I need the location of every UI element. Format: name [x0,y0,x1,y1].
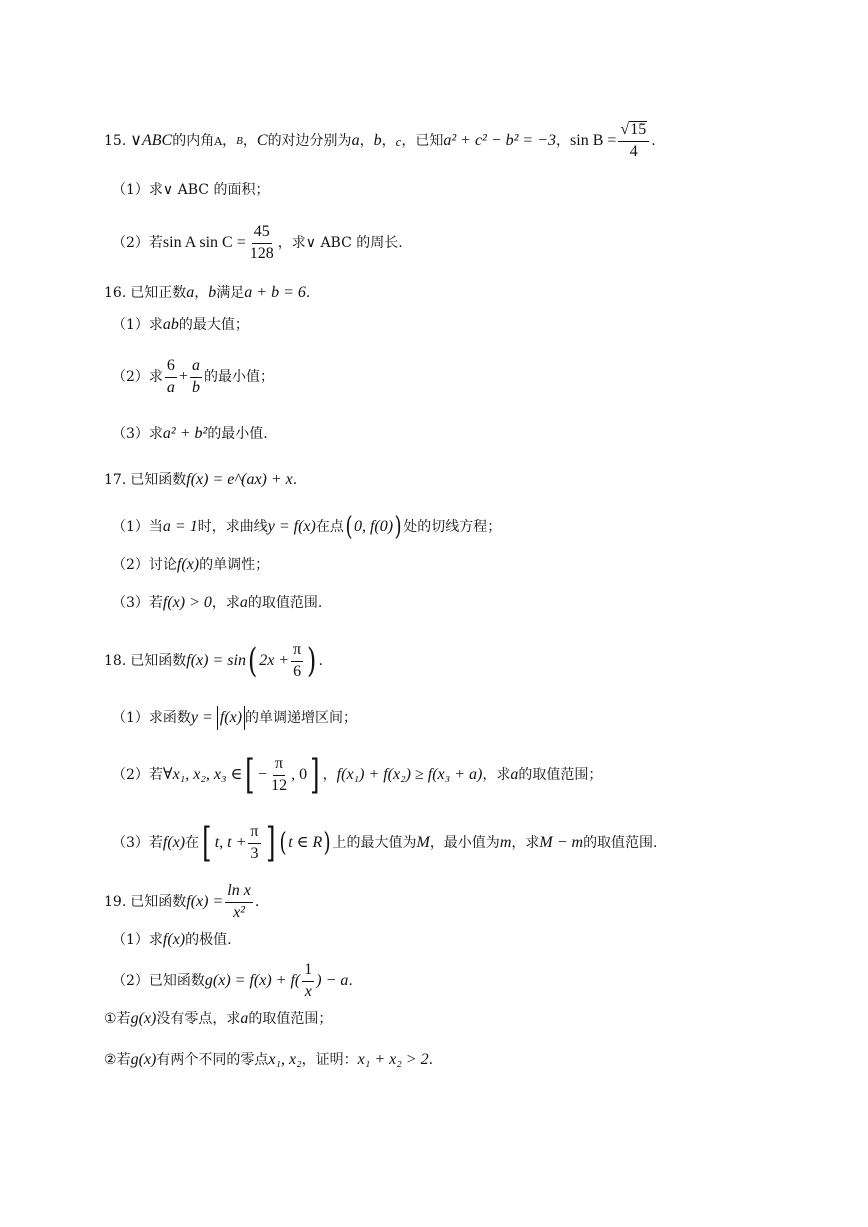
curve: y = f(x) [267,518,316,535]
text: ，证明： [301,1052,358,1068]
expression: g(x) [130,1051,157,1068]
angle-c: C [256,132,268,149]
part-label: ② [104,1052,117,1068]
denominator: 3 [250,844,259,862]
part-text: 求∨ ABC 的面积； [148,182,270,198]
text: 若 [148,595,163,611]
angle-b: B [236,134,243,147]
text: 的取值范围； [248,1011,333,1027]
text: 在点 [315,519,344,535]
text: 若 [148,235,163,251]
text: 的极值. [185,932,232,948]
problem-number: 18. [104,653,127,669]
part-label: （3） [112,835,149,851]
radicand: 15 [630,121,647,139]
numerator: ln x [225,883,253,903]
fraction [269,756,289,795]
problem-15-part-2 [112,223,403,263]
numerator: 6 [165,358,177,378]
numerator: π [248,824,260,844]
period: . [305,285,311,301]
separator: ， [242,133,257,149]
var-a: a [510,766,519,783]
fraction [225,883,253,922]
separator: ， [222,133,237,149]
period: . [651,133,656,149]
text: 上的最大值为 [332,835,417,851]
text: 若 [148,835,163,851]
text: 讨论 [148,557,177,573]
var-a: a [186,284,195,301]
problem-16-stem [104,278,310,308]
part-label: （3） [112,426,149,442]
text: 的最大值； [178,317,249,333]
text: 求函数 [148,710,191,726]
fraction [248,224,276,263]
function-expression-end: ) − a [316,972,349,989]
problem-19-part-1 [112,925,232,955]
problem-number: 17. [104,472,127,488]
problem-16-part-2 [112,355,274,399]
problem-number: 16. [104,285,127,301]
interval-end: , 0 [291,766,308,783]
expression: f(x) > 0 [162,594,212,611]
function-expression: g(x) = f(x) + f( [204,972,301,989]
text: 若 [116,1052,131,1068]
numerator: π [273,756,285,776]
text: ，求 [482,767,511,783]
fraction [302,962,314,1001]
text: 的单调性； [199,557,270,573]
part-label: （1） [112,932,149,948]
text: ，已知 [401,133,444,149]
part-label: （2） [112,369,149,385]
text: 的单调递增区间； [245,710,358,726]
text: 若 [148,767,163,783]
problem-number: 19. [104,894,127,910]
side-a: a [351,132,360,149]
sin-b-expression: sin B = [570,132,617,149]
inequality: f(x₁) + f(x₂) ≥ f(x₃ + a) [336,766,483,783]
denominator: 6 [293,662,302,680]
problem-17-stem [104,465,297,495]
var-min: m [499,834,512,851]
separator: ， [556,133,571,149]
interval-start: t, t + [214,834,247,851]
zeros: x₁, x₂ [268,1051,302,1068]
problem-15-part-1 [112,175,269,205]
problem-17-part-3 [112,588,322,618]
equation: a + b = 6 [244,284,306,301]
fraction [291,642,303,681]
text: 时，求曲线 [197,519,268,535]
text: 若 [116,1011,131,1027]
text: 的取值范围. [247,595,323,611]
part-label: （1） [112,182,149,198]
denominator: 128 [249,244,274,262]
problem-16-part-1 [112,310,249,340]
var-a: a [239,594,248,611]
problem-19-part-2 [112,960,353,1002]
text: ，求 [511,835,540,851]
text: 满足 [216,285,245,301]
problem-18-part-1 [112,701,357,735]
expression: f(x) [162,931,186,948]
expression: y = [190,709,213,726]
triangle-name: ABC [141,132,173,149]
fraction [190,358,202,397]
fraction [618,121,649,161]
expression: M − m [539,834,584,851]
text: 当 [148,519,163,535]
text: 已知函数 [148,973,205,989]
side-c: c [395,133,402,149]
denominator: b [191,378,200,396]
part-label: ① [104,1011,117,1027]
part-label: （2） [112,767,149,783]
expression: a² + b² [162,425,208,442]
function-lhs: f(x) = sin [186,652,246,669]
numerator: π [291,642,303,662]
problem-19-stem [104,880,259,924]
condition: t ∈ R [288,834,323,851]
expression: sin A sin C = [162,234,246,251]
denominator: x [304,982,312,1000]
separator: ， [194,285,209,301]
expression: 2x + [259,652,290,669]
part-label: （1） [112,317,149,333]
problem-18-part-2: （2） 若 ∀x₁, x₂, x₃ ∈ [ − $\frac{\pi}{12}$ , 0 ] ， f(x₁) + f(x₂) ≥ f(x₃ + a) ，求 a 的取值范围； [112,752,603,798]
text: 已知函数 [130,472,187,488]
numerator: 45 [252,224,272,244]
problem-16-part-3 [112,419,268,449]
problem-19-subpart-1 [104,1004,332,1034]
text: 的取值范围. [583,835,658,851]
problem-19-subpart-2 [104,1045,433,1075]
expression: ab [162,316,179,333]
fraction [248,824,260,863]
inequality: x₁ + x₂ > 2 [357,1051,429,1068]
period: . [428,1052,434,1068]
denominator: a [166,378,175,396]
var-b: b [208,284,217,301]
function-lhs: f(x) = [186,893,224,910]
problem-number: 15. [104,133,127,149]
text: 已知函数 [130,653,187,669]
text: ，求 [211,595,240,611]
text: 求 [148,426,163,442]
condition: a = 1 [162,518,198,535]
denominator: 12 [271,776,288,794]
denominator: x² [233,903,245,921]
side-b: b [373,132,382,149]
expression: f(x) [176,556,200,573]
period: . [292,472,298,488]
sqrt: √ 15 [620,121,647,139]
period: . [348,973,353,989]
text: 已知函数 [130,894,187,910]
problem-17-part-1: （1） 当 a = 1 时，求曲线 y = f(x) 在点 ( 0, f(0) ) 处的切线方程； [112,512,502,542]
denominator: 4 [629,143,638,160]
point: 0, f(0) [353,518,394,535]
text: 的内角 [172,133,215,149]
var-a: a [240,1010,249,1027]
text: ，最小值为 [429,835,500,851]
quantifier: ∀x₁, x₂, x₃ ∈ [162,766,243,783]
numerator: a [190,358,202,378]
minus-sign: − [258,766,268,783]
separator: ， [322,767,337,783]
problem-17-part-2 [112,550,269,580]
problem-18-stem: 18. 已知函数 f(x) = sin ( 2x + $\frac{\pi}{6}$ ) . [104,640,323,681]
var-max: M [416,834,430,851]
text: 已知正数 [130,285,187,301]
part-label: （2） [112,973,149,989]
text: 处的切线方程； [403,519,502,535]
problem-15-stem [104,121,656,160]
plus-sign: + [178,368,188,385]
text: 有两个不同的零点 [156,1052,269,1068]
period: . [254,894,260,910]
text: ，求∨ ABC 的周长. [277,235,403,251]
part-label: （2） [112,235,149,251]
separator: ， [381,133,396,149]
text: 的最小值； [203,369,274,385]
equation: a² + c² − b² = −3 [443,132,557,149]
text: 求 [148,369,163,385]
expression: g(x) [130,1010,157,1027]
function-definition: f(x) = e^(ax) + x [186,471,293,488]
text: 求 [148,932,163,948]
text: 求 [148,317,163,333]
text: 的取值范围； [518,767,603,783]
fraction [165,358,177,397]
expression: f(x) [162,834,186,851]
text: 的最小值. [207,426,268,442]
triangle-symbol: ∨ [130,132,142,149]
period: . [318,653,323,669]
problem-18-part-3: （3） 若 f(x) 在 [ t, t + $\frac{\pi}{3}$ ] ( t ∈ R ) 上的最大值为 M ，最小值为 m ，求 M − m 的取值范围. [112,820,658,866]
part-label: （3） [112,595,149,611]
absolute-value: f(x) [217,706,245,730]
separator: ， [359,133,374,149]
text: 没有零点，求 [156,1011,241,1027]
part-label: （1） [112,710,149,726]
text: 的对边分别为 [267,133,352,149]
numerator: 1 [302,962,314,982]
part-label: （2） [112,557,149,573]
angle-a: A [214,134,223,148]
text: 在 [185,835,200,851]
part-label: （1） [112,519,149,535]
